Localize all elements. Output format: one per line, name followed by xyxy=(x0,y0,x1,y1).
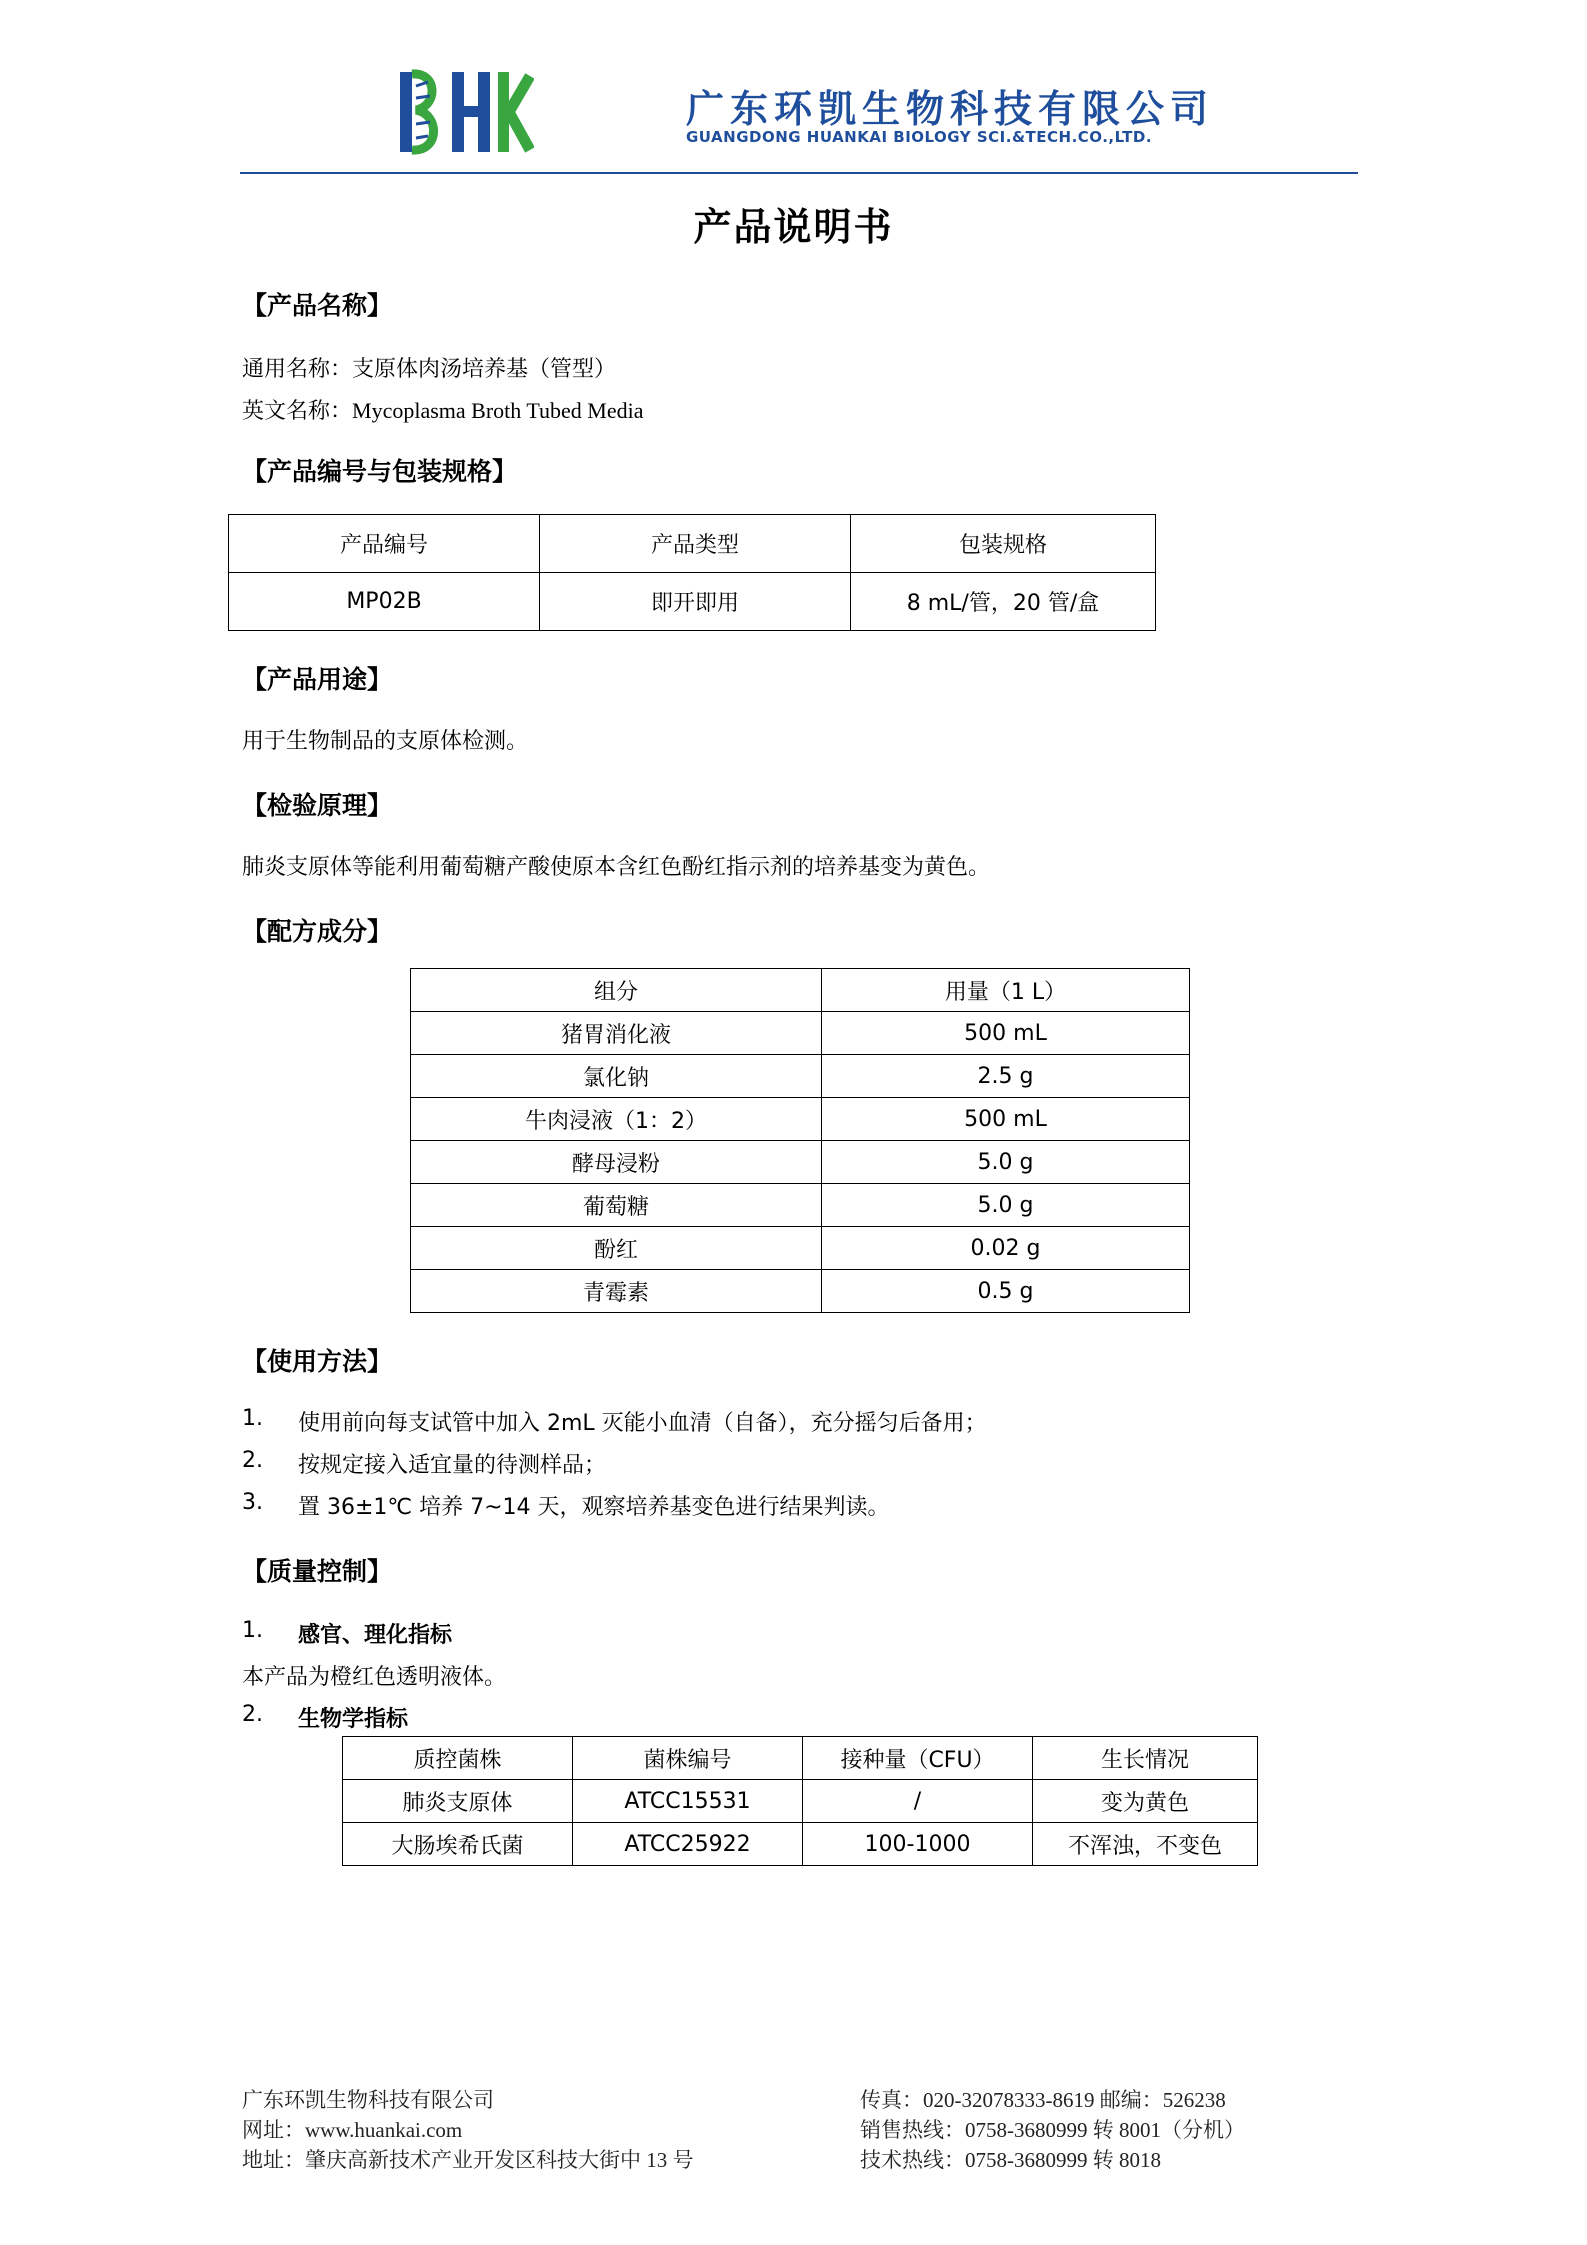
english-name-label: 英文名称： xyxy=(242,399,353,424)
table-header-cell: 产品编号 xyxy=(229,515,540,573)
table-header-row xyxy=(411,969,1190,1012)
common-name-value: 支原体肉汤培养基（管型） xyxy=(352,357,617,382)
ingredient-cell: 猪胃消化液 xyxy=(411,1012,822,1055)
section-heading-formula: 【配方成分】 xyxy=(242,917,393,946)
qc-table xyxy=(342,1736,1258,1866)
amount-cell: 5.0 g xyxy=(822,1141,1190,1184)
table-row xyxy=(343,1780,1258,1823)
step-number: 1. xyxy=(242,1406,263,1431)
amount-cell: 0.5 g xyxy=(822,1270,1190,1313)
table-cell: / xyxy=(803,1780,1033,1823)
ingredient-cell: 氯化钠 xyxy=(411,1055,822,1098)
table-cell: 8 mL/管，20 管/盒 xyxy=(851,573,1156,631)
document-title: 产品说明书 xyxy=(693,205,894,249)
section-heading-spec: 【产品编号与包装规格】 xyxy=(242,457,518,486)
step-number: 3. xyxy=(242,1490,263,1515)
table-header-cell: 接种量（CFU） xyxy=(803,1737,1033,1780)
company-logo xyxy=(394,66,534,158)
qc-item-number: 1. xyxy=(242,1618,263,1643)
table-header-cell: 用量（1 L） xyxy=(822,969,1190,1012)
ingredient-cell: 酚红 xyxy=(411,1227,822,1270)
table-cell: 100-1000 xyxy=(803,1823,1033,1866)
ingredient-cell: 葡萄糖 xyxy=(411,1184,822,1227)
table-cell: ATCC15531 xyxy=(573,1780,803,1823)
table-header-row xyxy=(229,515,1156,573)
header-divider xyxy=(240,172,1358,174)
section-heading-method: 【使用方法】 xyxy=(242,1347,393,1376)
footer-address: 地址：肇庆高新技术产业开发区科技大街中 13 号 xyxy=(242,2148,694,2172)
table-row xyxy=(411,1012,1190,1055)
section-heading-principle: 【检验原理】 xyxy=(242,791,393,820)
table-row xyxy=(411,1098,1190,1141)
footer-sales-hotline: 销售热线：0758-3680999 转 8001（分机） xyxy=(860,2118,1245,2142)
ingredient-cell: 牛肉浸液（1：2） xyxy=(411,1098,822,1141)
qc-item-title: 生物学指标 xyxy=(298,1707,409,1732)
table-header-cell: 生长情况 xyxy=(1033,1737,1258,1780)
table-row xyxy=(411,1055,1190,1098)
table-cell: ATCC25922 xyxy=(573,1823,803,1866)
amount-cell: 500 mL xyxy=(822,1012,1190,1055)
amount-cell: 2.5 g xyxy=(822,1055,1190,1098)
step-number: 2. xyxy=(242,1448,263,1473)
step-text: 按规定接入适宜量的待测样品； xyxy=(298,1453,607,1478)
ingredient-cell: 青霉素 xyxy=(411,1270,822,1313)
section-heading-usage: 【产品用途】 xyxy=(242,665,393,694)
table-header-cell: 产品类型 xyxy=(540,515,851,573)
table-cell: 大肠埃希氏菌 xyxy=(343,1823,573,1866)
spec-table xyxy=(228,514,1156,631)
table-cell: 变为黄色 xyxy=(1033,1780,1258,1823)
table-cell: 即开即用 xyxy=(540,573,851,631)
table-row xyxy=(411,1270,1190,1313)
qc-item-number: 2. xyxy=(242,1702,263,1727)
english-name-value: Mycoplasma Broth Tubed Media xyxy=(352,398,644,423)
table-row xyxy=(343,1823,1258,1866)
ingredient-cell: 酵母浸粉 xyxy=(411,1141,822,1184)
table-cell: 不浑浊，不变色 xyxy=(1033,1823,1258,1866)
english-name-line xyxy=(242,394,644,425)
amount-cell: 500 mL xyxy=(822,1098,1190,1141)
table-row xyxy=(411,1184,1190,1227)
footer-website: 网址：www.huankai.com xyxy=(242,2118,463,2142)
table-header-cell: 包装规格 xyxy=(851,515,1156,573)
section-heading-qc: 【质量控制】 xyxy=(242,1557,393,1586)
formula-table xyxy=(410,968,1190,1313)
common-name-label: 通用名称： xyxy=(242,357,353,382)
common-name-line xyxy=(242,352,616,383)
footer-company: 广东环凯生物科技有限公司 xyxy=(242,2088,494,2112)
footer-tech-hotline: 技术热线：0758-3680999 转 8018 xyxy=(860,2148,1161,2172)
table-row xyxy=(411,1141,1190,1184)
table-header-row xyxy=(343,1737,1258,1780)
table-header-cell: 组分 xyxy=(411,969,822,1012)
step-text: 使用前向每支试管中加入 2mL 灭能小血清（自备），充分摇匀后备用； xyxy=(298,1411,987,1436)
table-cell: MP02B xyxy=(229,573,540,631)
amount-cell: 0.02 g xyxy=(822,1227,1190,1270)
usage-text: 用于生物制品的支原体检测。 xyxy=(242,729,529,754)
principle-text: 肺炎支原体等能利用葡萄糖产酸使原本含红色酚红指示剂的培养基变为黄色。 xyxy=(242,855,991,880)
footer-fax: 传真：020-32078333-8619 邮编：526238 xyxy=(860,2088,1226,2112)
qc-item-title: 感官、理化指标 xyxy=(298,1623,453,1648)
step-text: 置 36±1℃ 培养 7~14 天，观察培养基变色进行结果判读。 xyxy=(298,1495,890,1520)
company-name-cn: 广东环凯生物科技有限公司 xyxy=(686,87,1215,131)
section-heading-name: 【产品名称】 xyxy=(242,291,393,320)
table-row xyxy=(411,1227,1190,1270)
table-header-cell: 菌株编号 xyxy=(573,1737,803,1780)
table-header-cell: 质控菌株 xyxy=(343,1737,573,1780)
table-cell: 肺炎支原体 xyxy=(343,1780,573,1823)
table-row xyxy=(229,573,1156,631)
qc-item-text: 本产品为橙红色透明液体。 xyxy=(242,1665,507,1690)
amount-cell: 5.0 g xyxy=(822,1184,1190,1227)
company-name-en: GUANGDONG HUANKAI BIOLOGY SCI.&TECH.CO.,LTD. xyxy=(686,128,1153,146)
